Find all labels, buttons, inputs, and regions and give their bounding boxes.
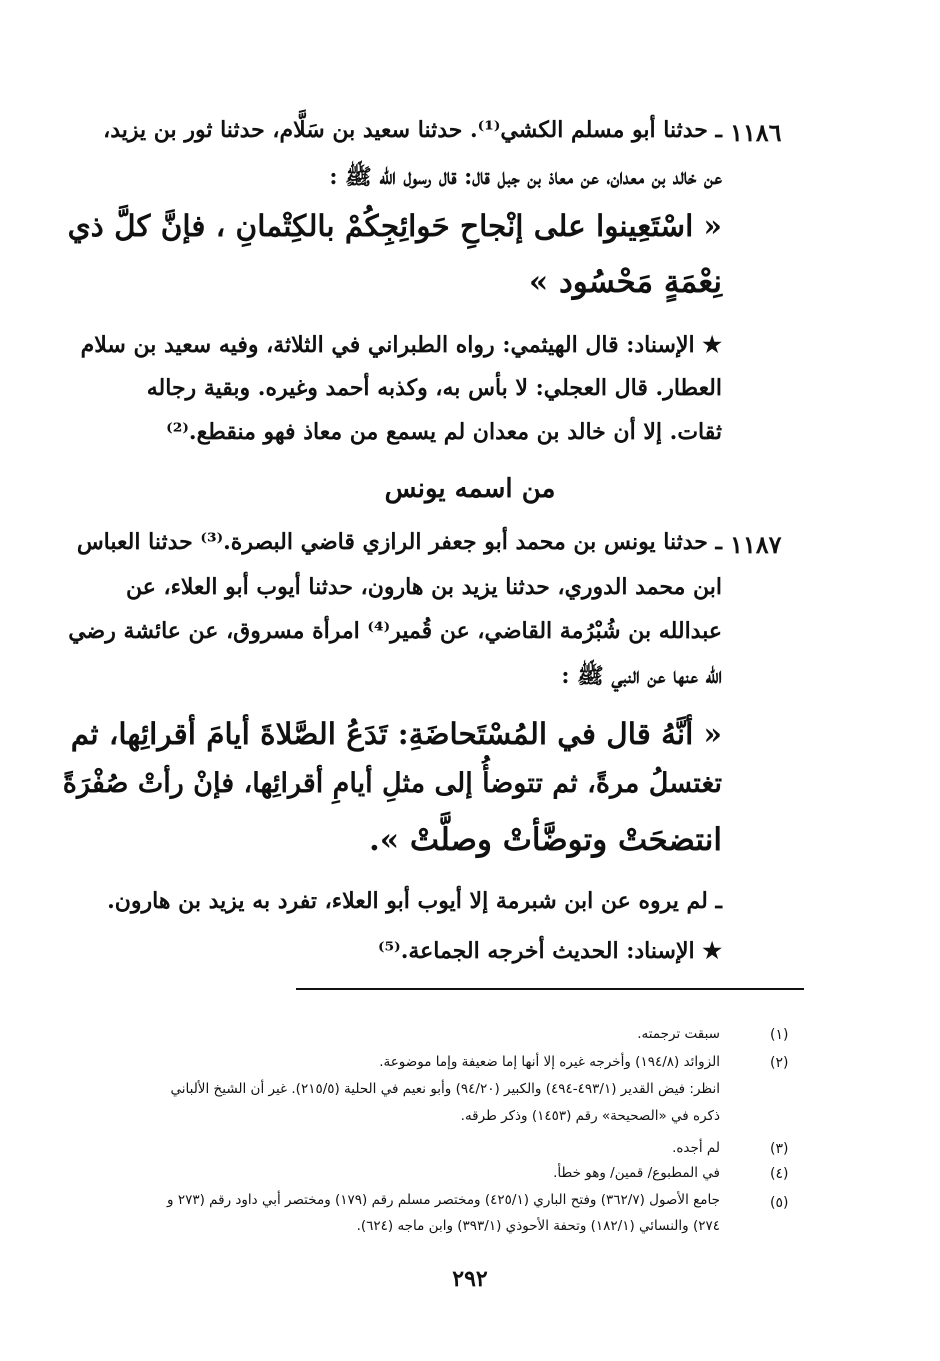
hadith-matn-line: انتضحَتْ وتوضَّأتْ وصلَّتْ ». xyxy=(368,822,722,858)
hadith-number: ١١٨٦ xyxy=(730,118,782,147)
page-number: ٢٩٢ xyxy=(452,1266,488,1292)
isnad-line: العطار. قال العجلي: لا بأس به، وكذبه أحمد وغيره. وبقية رجاله xyxy=(146,375,722,401)
footnote-marker: (٥) xyxy=(770,1195,789,1211)
isnad-line: ★ الإسناد: قال الهيثمي: رواه الطبراني في الثلاثة، وفيه سعيد بن سلام xyxy=(80,332,722,358)
hadith-text-line: ابن محمد الدوري، حدثنا يزيد بن هارون، حدثنا أيوب أبو العلاء، عن xyxy=(125,574,722,600)
hadith-text-line: عن خالد بن معدان، عن معاذ بن جبل قال: قال رسول الله ﷺ : xyxy=(329,164,722,190)
footnote-divider xyxy=(296,988,804,990)
footnote-line: ٢٧٤) والنسائي (١٨٢/١) وتحفة الأحوذي (٣٩٣/١) وابن ماجه (٦٢٤). xyxy=(356,1218,720,1234)
hadith-text-line: ـ حدثنا يونس بن محمد أبو جعفر الرازي قاضي البصرة.⁽³⁾ حدثنا العباس xyxy=(76,529,722,555)
isnad-line: ثقات. إلا أن خالد بن معدان لم يسمع من معاذ فهو منقطع.⁽²⁾ xyxy=(166,419,722,445)
hadith-matn-line: « أنَّهُ قال في المُسْتَحاضَةِ: تَدَعُ الصَّلاةَ أيامَ أقرائِها، ثم xyxy=(70,716,722,751)
footnote-marker: (١) xyxy=(770,1027,789,1043)
footnote-marker: (٣) xyxy=(770,1141,789,1157)
note-line: ـ لم يروه عن ابن شبرمة إلا أيوب أبو العلاء، تفرد به يزيد بن هارون. xyxy=(107,888,722,914)
hadith-matn-line: نِعْمَةٍ مَحْسُود » xyxy=(528,264,722,300)
footnote-line: انظر: فيض القدير (٤٩٣/١-٤٩٤) والكبير (٩٤/٢٠) وأبو نعيم في الحلية (٢١٥/٥). غير أن الشيخ الألباني xyxy=(170,1081,720,1097)
footnote-line: ذكره في «الصحيحة» رقم (١٤٥٣) وذكر طرقه. xyxy=(460,1108,720,1124)
section-heading: من اسمه يونس xyxy=(384,474,556,504)
hadith-text-line: الله عنها عن النبي ﷺ : xyxy=(561,663,722,689)
footnote-line: لم أجده. xyxy=(672,1140,720,1156)
footnote-marker: (٤) xyxy=(770,1166,789,1182)
isnad-line: ★ الإسناد: الحديث أخرجه الجماعة.⁽⁵⁾ xyxy=(377,938,722,964)
hadith-matn-line: « اسْتَعِينوا على إنْجاحِ حَوائِجِكُمْ بالكِتْمانِ ، فإنَّ كلَّ ذي xyxy=(67,208,722,243)
hadith-number: ١١٨٧ xyxy=(730,530,782,559)
hadith-text-line: ـ حدثنا أبو مسلم الكشي⁽¹⁾. حدثنا سعيد بن سَلَّام، حدثنا ثور بن يزيد، xyxy=(103,117,722,143)
footnote-line: سبقت ترجمته. xyxy=(637,1026,720,1042)
footnote-line: في المطبوع/ قمين/ وهو خطأ. xyxy=(553,1165,720,1181)
footnote-marker: (٢) xyxy=(770,1055,789,1071)
hadith-text-line: عبدالله بن شُبْرُمة القاضي، عن قُمير⁽⁴⁾ امرأة مسروق، عن عائشة رضي xyxy=(68,618,722,644)
hadith-matn-line: تغتسلُ مرةً، ثم تتوضأُ إلى مثلِ أيامِ أقرائِها، فإنْ رأتْ صُفْرَةً xyxy=(62,768,722,799)
footnote-line: جامع الأصول (٣٦٢/٧) وفتح الباري (٤٢٥/١) ومختصر مسلم رقم (١٧٩) ومختصر أبي داود رقم (٢٧٣ و xyxy=(167,1192,720,1208)
footnote-line: الزوائد (١٩٤/٨) وأخرجه غيره إلا أنها إما ضعيفة وإما موضوعة. xyxy=(379,1054,720,1070)
